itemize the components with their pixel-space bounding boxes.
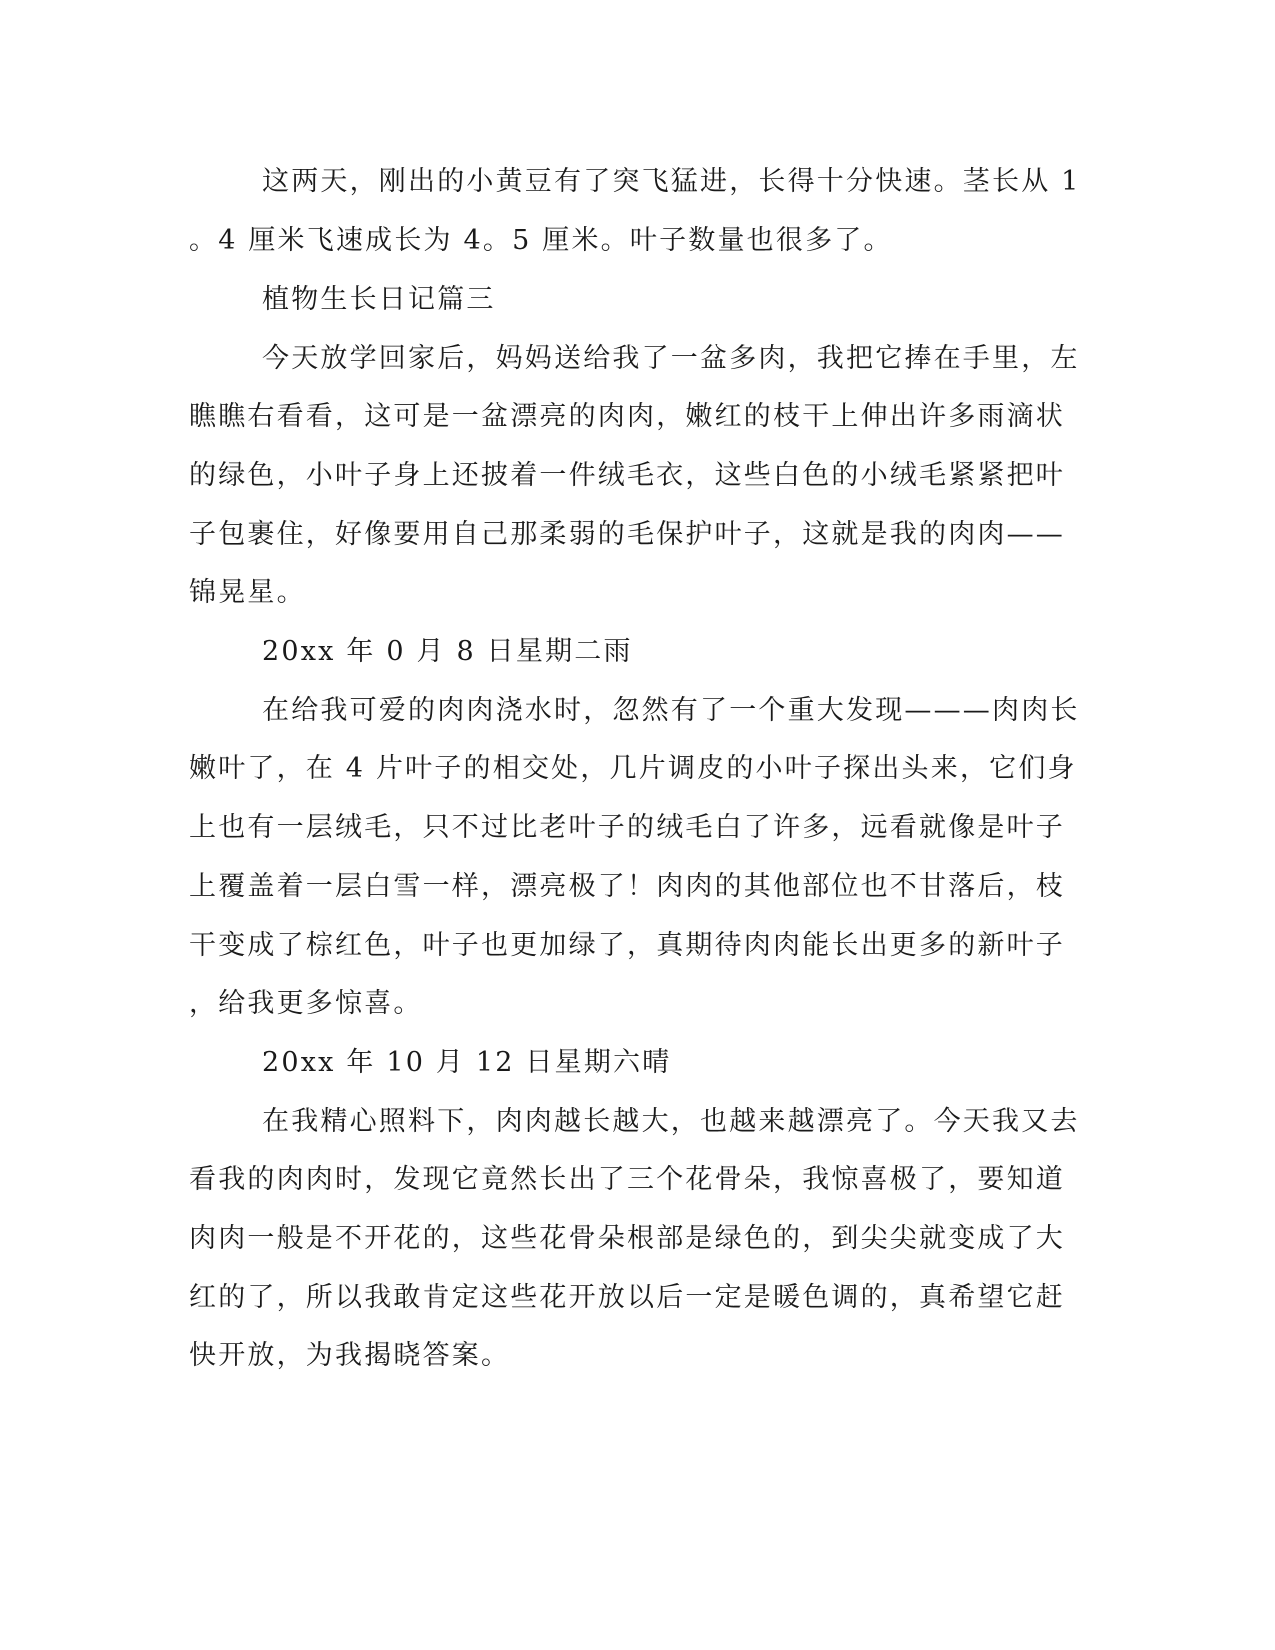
text-line: 子包裹住，好像要用自己那柔弱的毛保护叶子，这就是我的肉肉—— (189, 519, 1065, 550)
section-heading: 植物生长日记篇三 (262, 284, 496, 315)
date-heading: 20xx 年 10 月 12 日星期六晴 (262, 1047, 672, 1078)
text-line: 锦晃星。 (189, 577, 306, 608)
text-line: 在我精心照料下，肉肉越长越大，也越来越漂亮了。今天我又去 (262, 1106, 1080, 1137)
text-line: 看我的肉肉时，发现它竟然长出了三个花骨朵，我惊喜极了，要知道 (189, 1164, 1065, 1195)
text-line: 在给我可爱的肉肉浇水时，忽然有了一个重大发现———肉肉长 (262, 695, 1080, 726)
text-line: 上覆盖着一层白雪一样，漂亮极了！肉肉的其他部位也不甘落后，枝 (189, 871, 1065, 902)
text-line: 的绿色，小叶子身上还披着一件绒毛衣，这些白色的小绒毛紧紧把叶 (189, 460, 1065, 491)
text-line: 今天放学回家后，妈妈送给我了一盆多肉，我把它捧在手里，左 (262, 343, 1080, 374)
text-line: 肉肉一般是不开花的，这些花骨朵根部是绿色的，到尖尖就变成了大 (189, 1223, 1065, 1254)
text-line: 嫩叶了，在 4 片叶子的相交处，几片调皮的小叶子探出头来，它们身 (189, 753, 1077, 784)
text-line: 上也有一层绒毛，只不过比老叶子的绒毛白了许多，远看就像是叶子 (189, 812, 1065, 843)
text-line: 这两天，刚出的小黄豆有了突飞猛进，长得十分快速。茎长从 1 (262, 166, 1081, 197)
text-line: ，给我更多惊喜。 (189, 988, 423, 1019)
text-line: 。4 厘米飞速成长为 4。5 厘米。叶子数量也很多了。 (189, 225, 893, 256)
text-line: 瞧瞧右看看，这可是一盆漂亮的肉肉，嫩红的枝干上伸出许多雨滴状 (189, 401, 1065, 432)
text-line: 干变成了棕红色，叶子也更加绿了，真期待肉肉能长出更多的新叶子 (189, 930, 1065, 961)
date-heading: 20xx 年 0 月 8 日星期二雨 (262, 636, 633, 667)
text-line: 红的了，所以我敢肯定这些花开放以后一定是暖色调的，真希望它赶 (189, 1282, 1065, 1313)
text-line: 快开放，为我揭晓答案。 (189, 1340, 511, 1371)
